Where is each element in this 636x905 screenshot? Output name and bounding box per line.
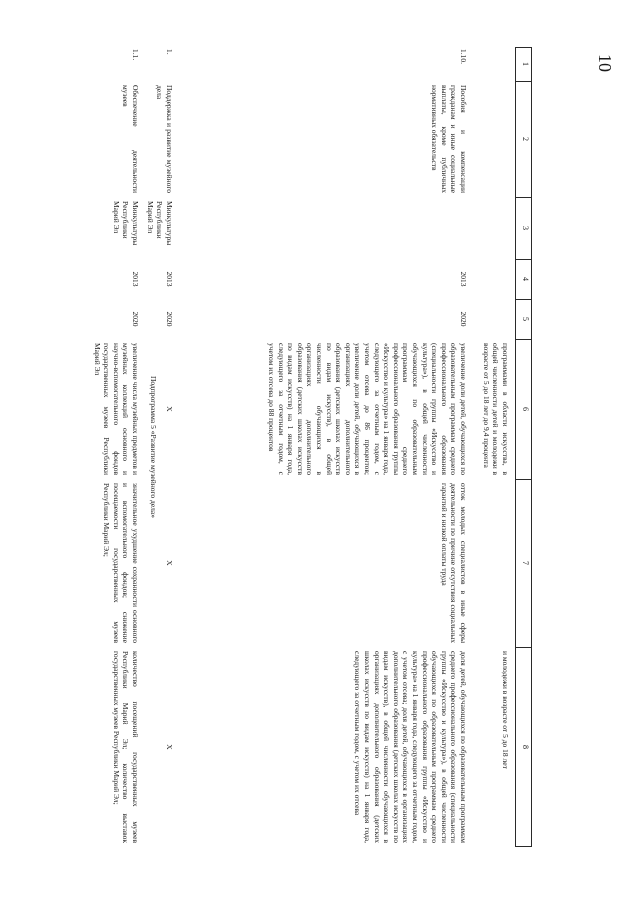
end-year: 2020 bbox=[459, 311, 468, 327]
page-number: 10 bbox=[595, 54, 615, 72]
col-divider bbox=[516, 47, 532, 48]
column-number: 8 bbox=[521, 745, 530, 749]
column-number: 4 bbox=[521, 277, 530, 281]
non-implementation-risk: X bbox=[165, 560, 174, 566]
expected-result: увеличение числа музейных предметов и музейных коллекций основного и научно-вспомогательного фондов государственных музеев Республики Марий Эл bbox=[92, 343, 140, 475]
col-divider bbox=[516, 846, 532, 847]
table-top-border bbox=[531, 47, 532, 847]
column-number: 5 bbox=[521, 317, 530, 321]
rotated-table bbox=[92, 47, 532, 847]
non-implementation-risk: отток молодых специалистов в иные сферы деятельности по причине отсутствия социальных гарантий и низкой оплаты труда bbox=[439, 483, 468, 643]
related-indicators: X bbox=[165, 744, 174, 750]
measure-name: Пособия и компенсации гражданам и иные социальные выплаты, кроме публичных нормативных обязательств bbox=[430, 85, 468, 193]
end-year: 2020 bbox=[131, 311, 140, 327]
continued-consequence-text: и молодежи в возрасте от 5 до 18 лет bbox=[501, 651, 510, 769]
row-number: 1.1. bbox=[131, 49, 140, 61]
col-divider bbox=[516, 299, 532, 300]
col-divider bbox=[516, 479, 532, 480]
measure-name: Поддержка и развитие музейного дела bbox=[155, 85, 174, 193]
end-year: 2020 bbox=[165, 311, 174, 327]
responsible-executor: Минкультуры Республики Марий Эл bbox=[111, 201, 140, 246]
non-implementation-risk: значительное ухудшение сохранности основного и вспомогательного фондов; снижение посещаемости государственных музеев Республики Марий Эл; bbox=[102, 483, 140, 643]
column-number: 1 bbox=[521, 62, 530, 66]
column-number: 2 bbox=[521, 137, 530, 141]
table bbox=[92, 47, 532, 847]
col-divider bbox=[516, 647, 532, 648]
measure-name: Обеспечение деятельности музеев bbox=[121, 85, 140, 193]
responsible-executor: Минкультуры Республики Марий Эл bbox=[145, 201, 174, 246]
start-year: 2013 bbox=[165, 271, 174, 287]
column-number: 3 bbox=[521, 226, 530, 230]
continued-indicator-text: программами в области искусства, в общей численности детей и молодежи в возрасте от 5 до 18 лет до 9,4 процента bbox=[481, 343, 510, 475]
start-year: 2013 bbox=[131, 271, 140, 287]
col-divider bbox=[516, 259, 532, 260]
col-divider bbox=[516, 197, 532, 198]
header-bottom-border bbox=[515, 47, 516, 847]
subprogram-title: Подпрограмма 5 «Развитие музейного дела» bbox=[149, 375, 158, 518]
start-year: 2013 bbox=[459, 271, 468, 287]
row-number: 1. bbox=[165, 49, 174, 55]
row-number: 1.10. bbox=[459, 49, 468, 64]
related-indicators: количество посещений государственных музеев Республики Марий Эл; количество выставок государственных музеев Республики Марий Эл; bbox=[111, 651, 140, 843]
col-divider bbox=[516, 81, 532, 82]
column-number: 6 bbox=[521, 407, 530, 411]
expected-result: увеличение доли детей, обучающихся по образовательным программам среднего профессионального образования (специальности группы «Искусство и культура»), в общей численности обучающихся по образовательным программам среднего профессионального образования группы «Искусство и культура» на 1 января года, следующего за отчетным годом, с учетом отсева до 86 процентов; увеличение доли детей, обучающихся в организациях дополнительного образования (детских школах искусств по видам искусств), в общей численности обучающихся в организациях дополнительного образования (детских школах искусств по видам искусств) на 1 января года, следующего за отчетным годом, с учетом их отсева до 88 процентов bbox=[267, 343, 468, 475]
expected-result: X bbox=[165, 406, 174, 412]
column-number: 7 bbox=[521, 561, 530, 565]
related-indicators: доля детей, обучающихся по образовательным программам среднего профессионального образования (специальности группы «Искусство и культура»), в общей численности обучающихся по образовательным программам среднего профессионального образования группы «Искусство и культура» на 1 января года, следующего за отчетным годом, с учетом отсева; доля детей, обучающихся в организациях дополнительного образования (детских школах искусств по видам искусств), в общей численности обучающихся в организациях дополнительного образования (детских школах искусств по видам искусств) на 1 января года, следующего за отчетным годом, с учетом их отсева bbox=[353, 651, 468, 843]
col-divider bbox=[516, 339, 532, 340]
